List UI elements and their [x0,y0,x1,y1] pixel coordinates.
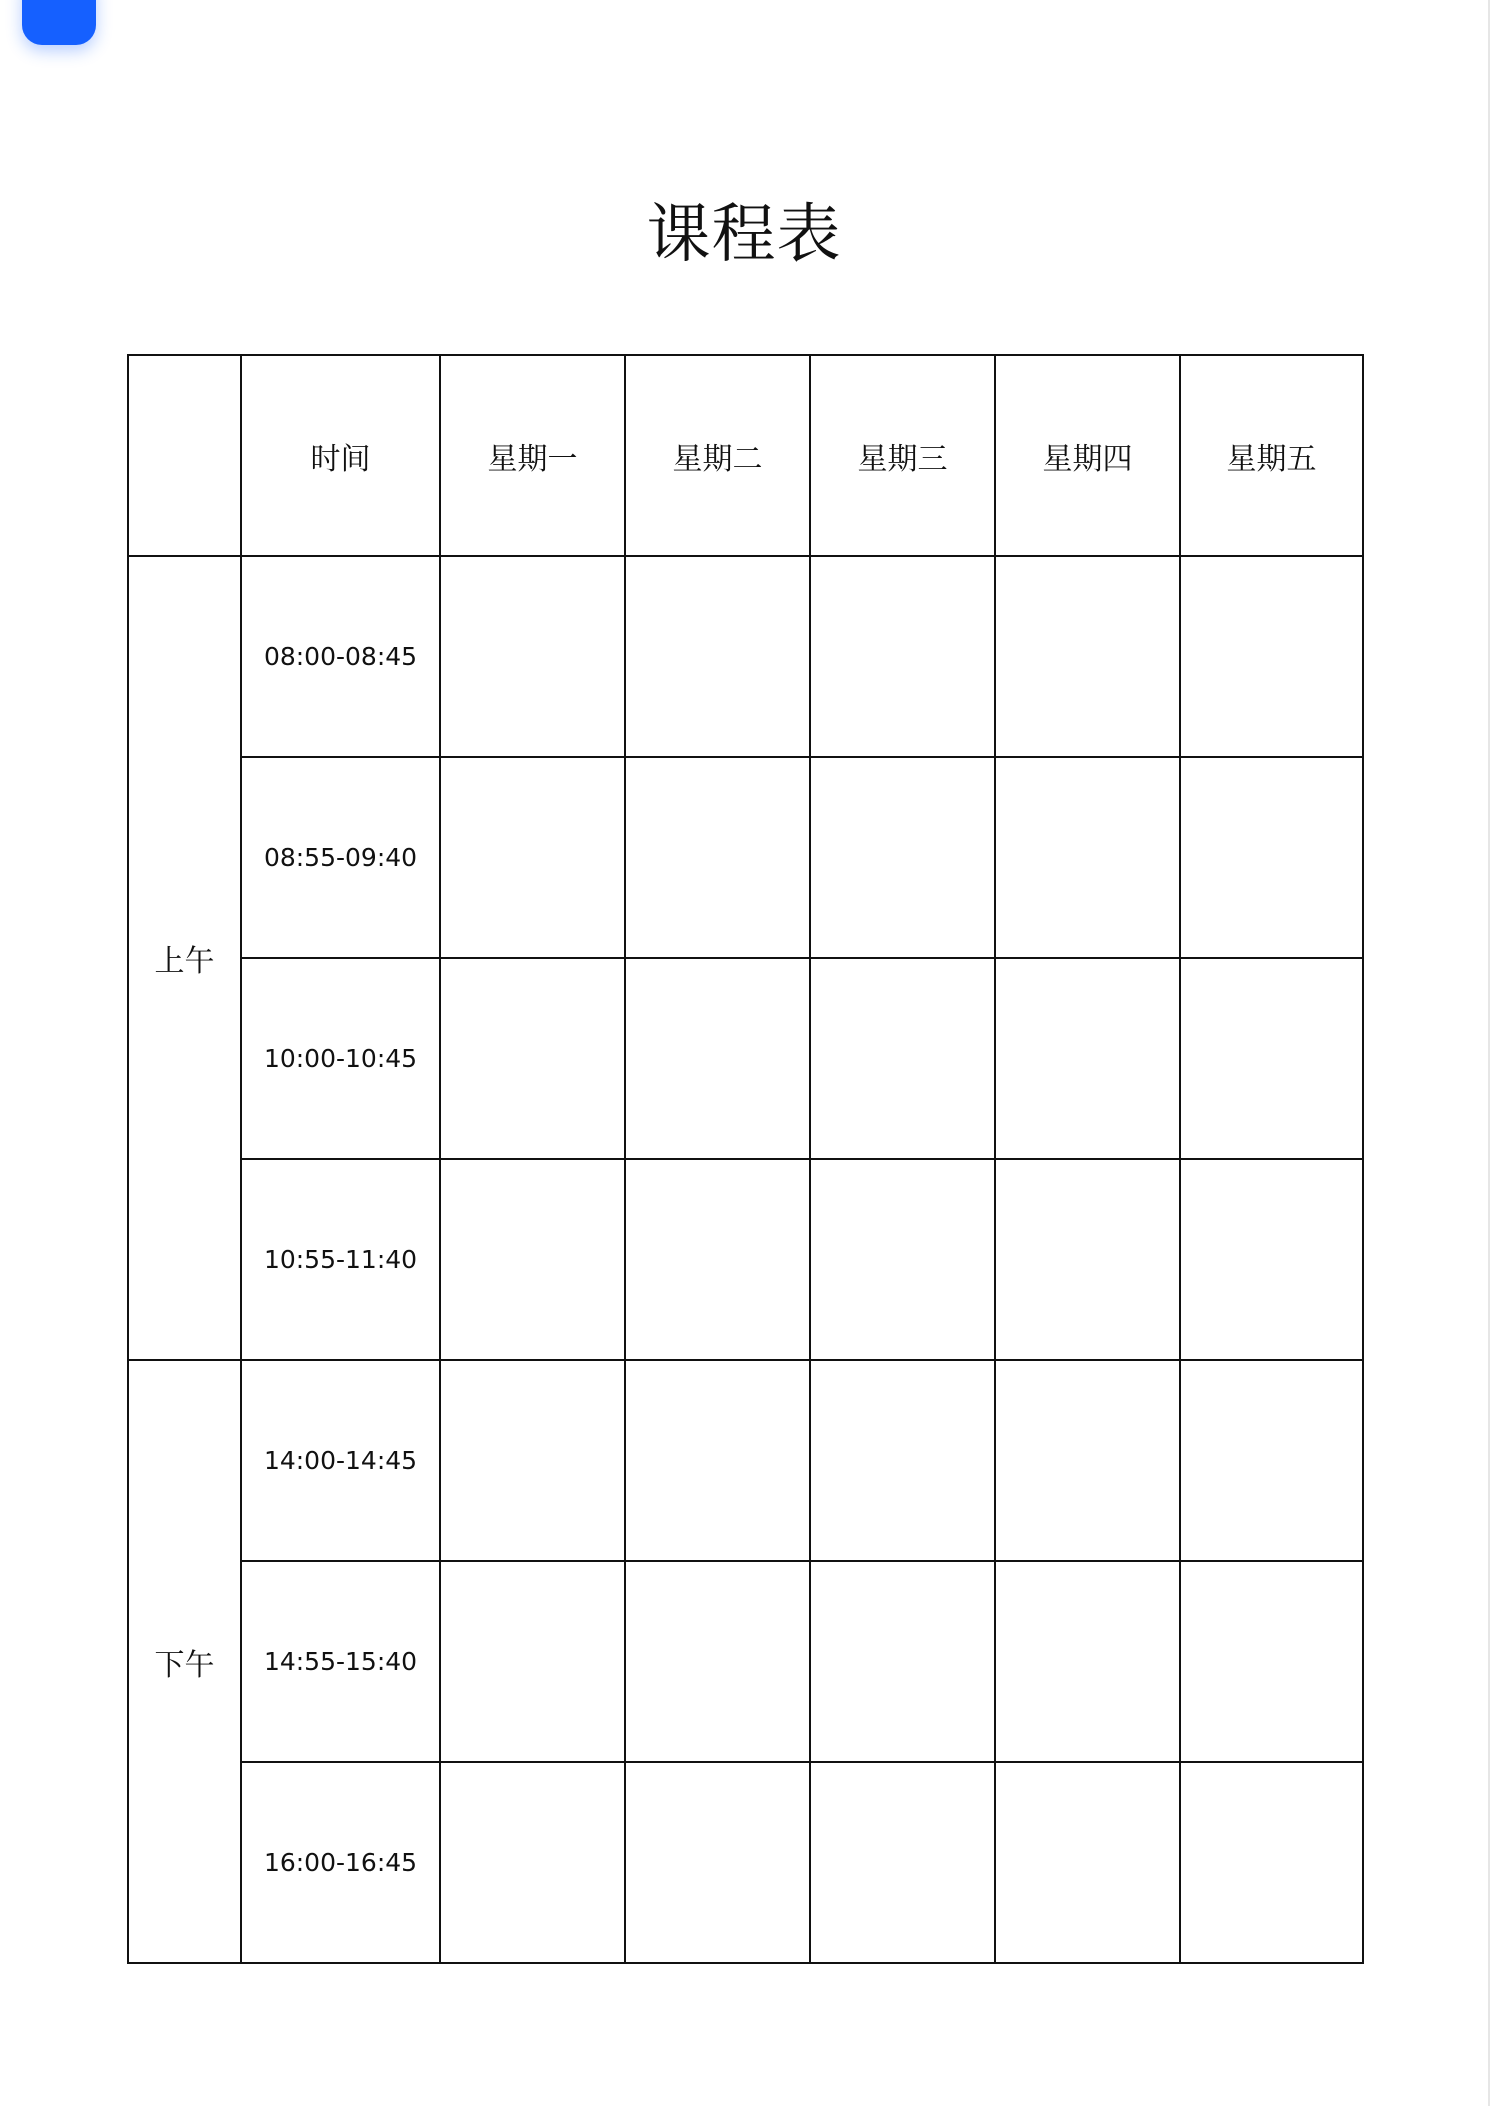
day-header-monday: 星期一 [440,355,625,556]
class-cell[interactable] [1180,1561,1363,1762]
class-cell[interactable] [440,958,625,1159]
class-cell[interactable] [1180,1159,1363,1360]
table-row [128,556,1363,757]
class-cell[interactable] [1180,556,1363,757]
class-cell[interactable] [995,757,1180,958]
day-header-friday: 星期五 [1180,355,1363,556]
class-cell[interactable] [440,1762,625,1963]
class-cell[interactable] [810,1159,995,1360]
day-header-thursday: 星期四 [995,355,1180,556]
class-cell[interactable] [1180,1360,1363,1561]
class-cell[interactable] [995,1159,1180,1360]
time-slot: 08:55-09:40 [241,757,440,958]
table-row [128,757,1363,958]
class-cell[interactable] [1180,1762,1363,1963]
class-cell[interactable] [810,1360,995,1561]
class-cell[interactable] [1180,958,1363,1159]
table-row [128,1159,1363,1360]
class-cell[interactable] [810,757,995,958]
time-slot: 14:55-15:40 [241,1561,440,1762]
class-cell[interactable] [625,1360,810,1561]
class-cell[interactable] [810,556,995,757]
time-slot: 10:00-10:45 [241,958,440,1159]
class-cell[interactable] [995,1360,1180,1561]
day-header-wednesday: 星期三 [810,355,995,556]
class-cell[interactable] [625,1561,810,1762]
class-cell[interactable] [625,556,810,757]
header-row [128,355,1363,556]
period-morning: 上午 [128,556,241,1360]
class-cell[interactable] [440,1561,625,1762]
class-cell[interactable] [995,958,1180,1159]
period-afternoon: 下午 [128,1360,241,1963]
time-slot: 16:00-16:45 [241,1762,440,1963]
class-cell[interactable] [995,556,1180,757]
class-cell[interactable] [810,1762,995,1963]
time-slot: 10:55-11:40 [241,1159,440,1360]
class-cell[interactable] [440,1159,625,1360]
class-cell[interactable] [440,1360,625,1561]
table-row [128,958,1363,1159]
class-cell[interactable] [995,1762,1180,1963]
class-cell[interactable] [810,1561,995,1762]
table-row [128,1561,1363,1762]
time-slot: 14:00-14:45 [241,1360,440,1561]
class-cell[interactable] [995,1561,1180,1762]
corner-cell [128,355,241,556]
time-header: 时间 [241,355,440,556]
floating-action-button[interactable] [22,0,96,45]
schedule-table [127,354,1364,1964]
class-cell[interactable] [1180,757,1363,958]
class-cell[interactable] [440,757,625,958]
class-cell[interactable] [440,556,625,757]
day-header-tuesday: 星期二 [625,355,810,556]
table-row [128,1360,1363,1561]
class-cell[interactable] [625,757,810,958]
class-cell[interactable] [625,1762,810,1963]
table-row [128,1762,1363,1963]
class-cell[interactable] [625,958,810,1159]
class-cell[interactable] [625,1159,810,1360]
time-slot: 08:00-08:45 [241,556,440,757]
page-title: 课程表 [646,198,842,272]
class-cell[interactable] [810,958,995,1159]
